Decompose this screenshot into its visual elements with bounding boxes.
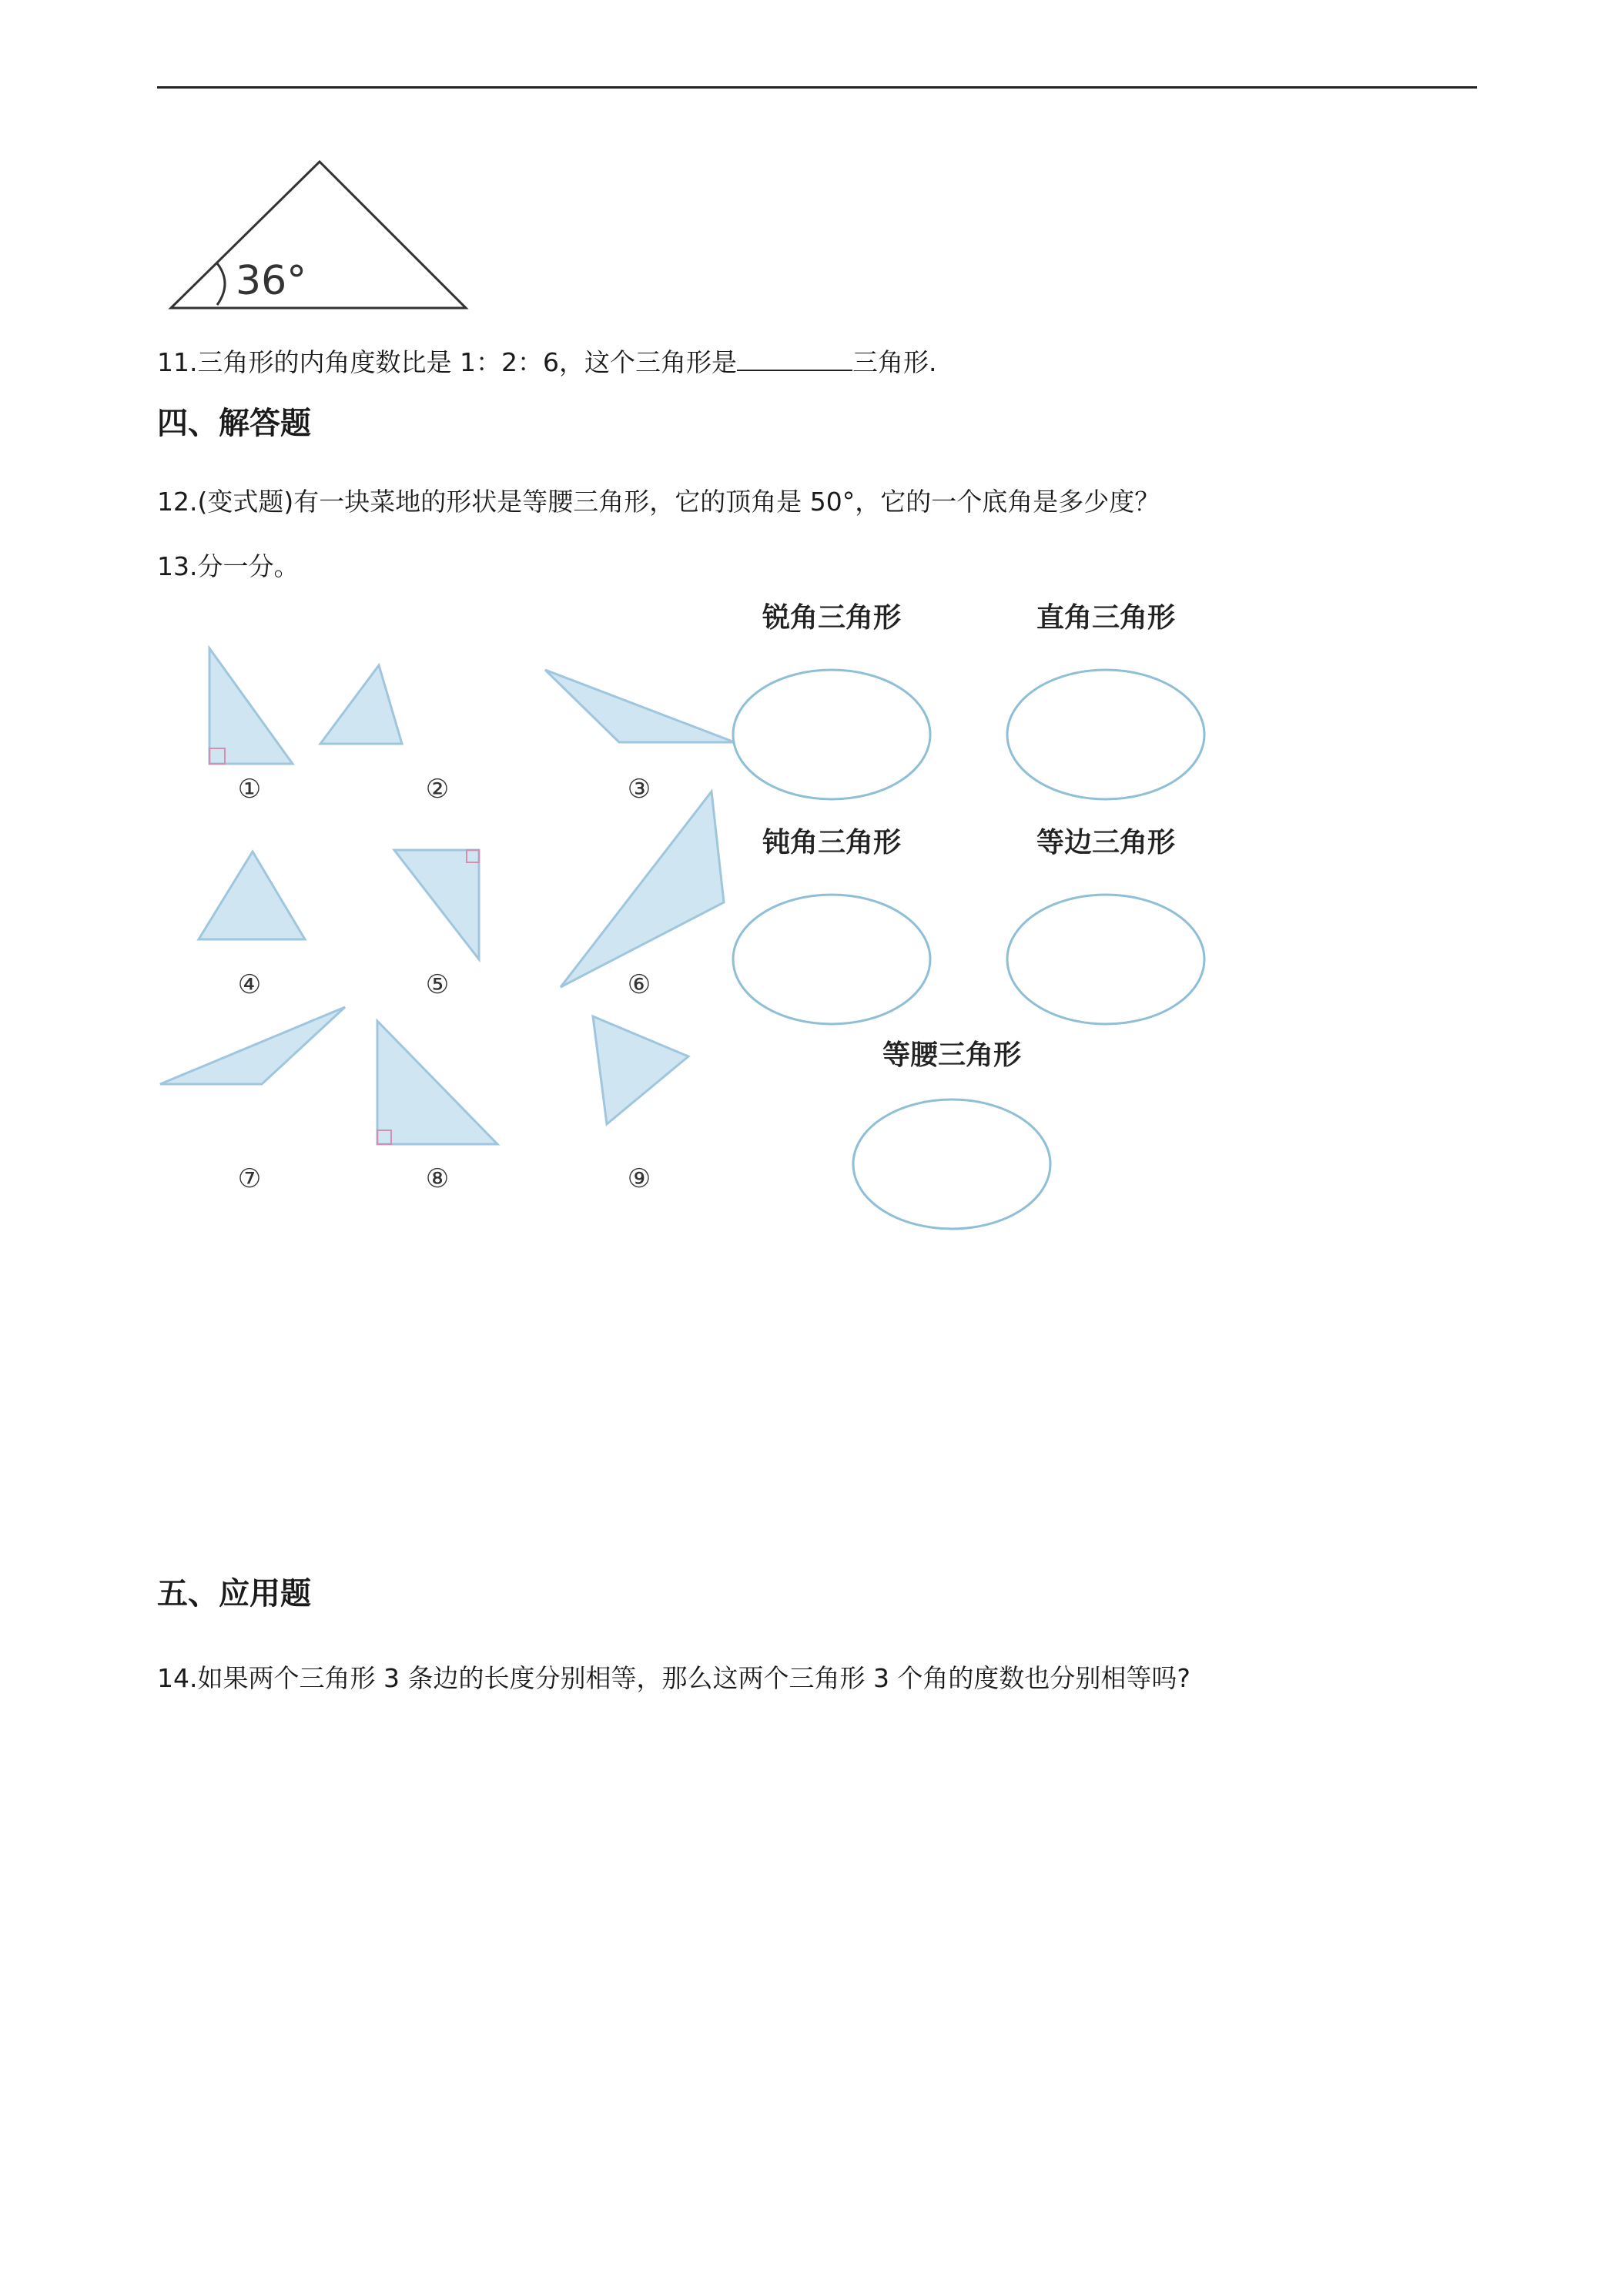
question-13: 13.分一分。 bbox=[157, 551, 300, 581]
triangle-1 bbox=[209, 648, 293, 764]
shape-label-6: ⑥ bbox=[627, 969, 651, 1000]
angle-arc bbox=[217, 263, 225, 305]
category-title-isosceles: 等腰三角形 bbox=[882, 1039, 1022, 1071]
shape-label-9: ⑨ bbox=[627, 1163, 651, 1194]
oval-equilateral[interactable] bbox=[1007, 895, 1204, 1024]
triangle-36-figure bbox=[162, 154, 477, 316]
section-4-heading: 四、解答题 bbox=[157, 406, 311, 441]
oval-isosceles[interactable] bbox=[853, 1099, 1050, 1229]
oval-obtuse[interactable] bbox=[733, 895, 930, 1024]
shape-label-1: ① bbox=[237, 774, 262, 805]
shape-label-2: ② bbox=[425, 774, 450, 805]
category-title-acute: 锐角三角形 bbox=[762, 602, 902, 634]
triangle-2 bbox=[320, 665, 402, 744]
triangle-3 bbox=[545, 670, 735, 742]
shape-label-5: ⑤ bbox=[425, 969, 450, 1000]
angle-label: 36° bbox=[236, 258, 307, 304]
category-title-equilateral: 等边三角形 bbox=[1036, 827, 1176, 858]
shape-label-4: ④ bbox=[237, 969, 262, 1000]
triangle-5 bbox=[394, 850, 479, 959]
oval-right[interactable] bbox=[1007, 670, 1204, 799]
question-14: 14.如果两个三角形 3 条边的长度分别相等，那么这两个三角形 3 个角的度数也分别相等吗? bbox=[157, 1663, 1190, 1693]
q11-text-before: 11.三角形的内角度数比是 1：2：6，这个三角形是 bbox=[157, 347, 737, 377]
shape-label-8: ⑧ bbox=[425, 1163, 450, 1194]
shape-label-7: ⑦ bbox=[237, 1163, 262, 1194]
question-12: 12.(变式题)有一块菜地的形状是等腰三角形，它的顶角是 50°，它的一个底角是多少度？ bbox=[157, 487, 1160, 517]
question-11 bbox=[157, 343, 936, 380]
q11-text-after: 三角形. bbox=[852, 347, 937, 377]
category-title-obtuse: 钝角三角形 bbox=[762, 827, 902, 858]
sorting-figure bbox=[154, 593, 1232, 1247]
oval-acute[interactable] bbox=[733, 670, 930, 799]
triangle-9 bbox=[593, 1016, 688, 1124]
triangle-outline bbox=[171, 162, 466, 308]
section-5-heading: 五、应用题 bbox=[157, 1576, 311, 1612]
header-rule bbox=[157, 86, 1477, 89]
triangle-7 bbox=[160, 1007, 345, 1084]
triangle-4 bbox=[199, 852, 305, 939]
answer-blank[interactable] bbox=[737, 343, 852, 371]
shape-label-3: ③ bbox=[627, 774, 651, 805]
triangle-8 bbox=[377, 1021, 497, 1144]
category-title-right: 直角三角形 bbox=[1036, 602, 1176, 634]
triangle-6 bbox=[561, 792, 724, 987]
